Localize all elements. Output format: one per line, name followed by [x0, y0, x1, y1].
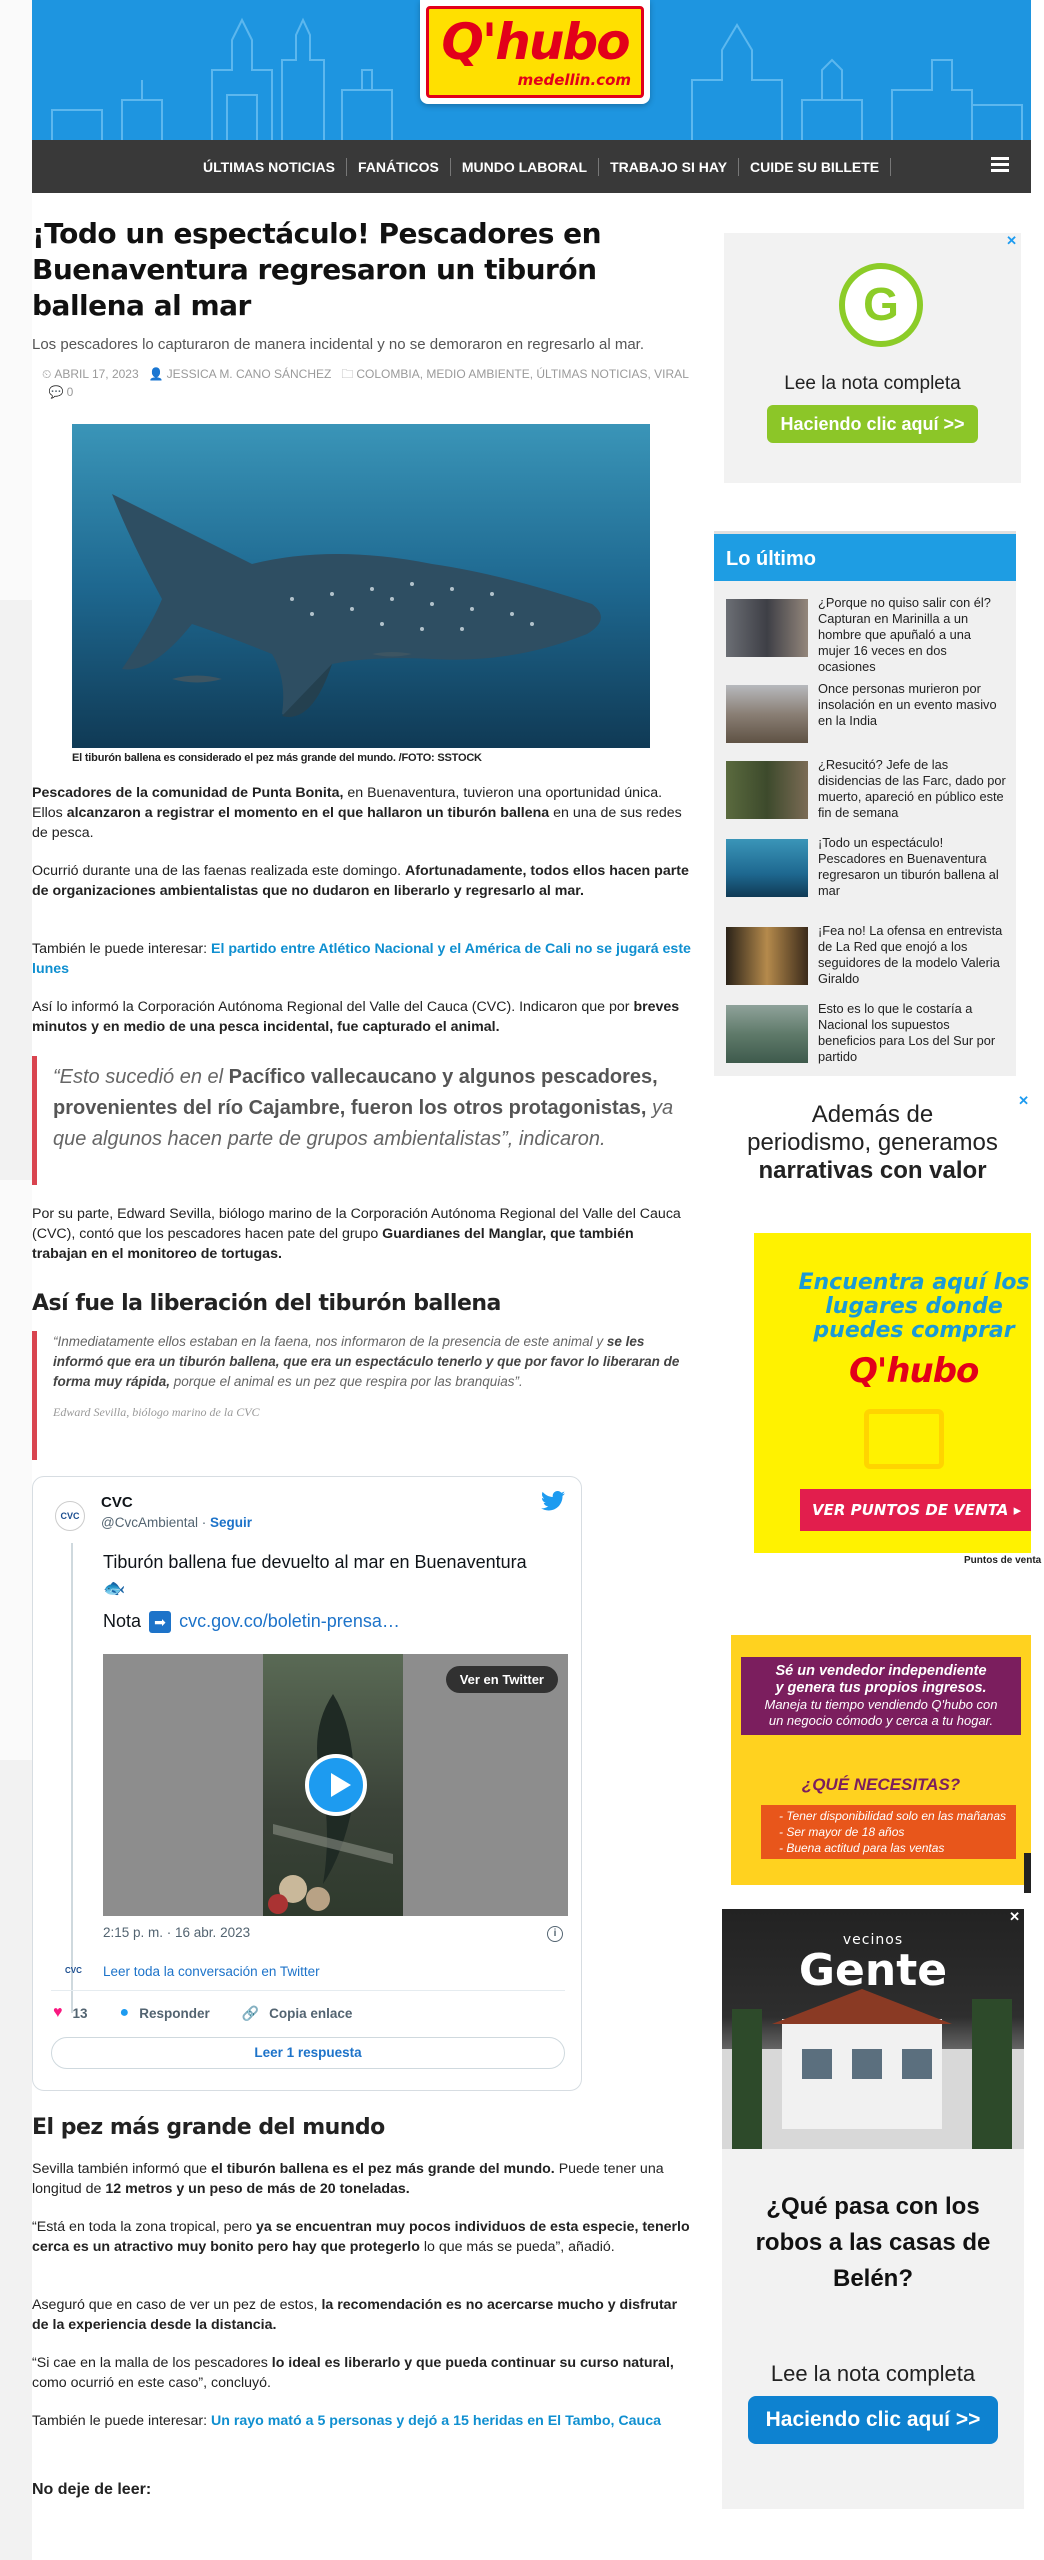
tweet-handle-row: @CvcAmbiental · Seguir: [101, 1515, 253, 1530]
tweet-link[interactable]: cvc.gov.co/boletin-prensa…: [179, 1611, 400, 1631]
store-icon: [864, 1409, 944, 1469]
user-icon: 👤: [148, 367, 164, 381]
cvc-small-icon: CVC: [65, 1966, 82, 1975]
ad-vendedor-requirements: - Tener disponibilidad solo en las mañanas - Ser mayor de 18 años - Buena actitud para las ventas: [761, 1805, 1016, 1859]
article-title: ¡Todo un espectáculo! Pescadores en Buenaventura regresaron un tiburón ballena al mar: [32, 217, 602, 322]
ad-cta-button[interactable]: Haciendo clic aquí >>: [767, 405, 978, 443]
ad-lee-text: Lee la nota completa: [784, 373, 961, 394]
ad-vendedor-headline: Sé un vendedor independiente y genera tus propios ingresos. Maneja tu tiempo vendiendo Q'hubo con un negocio cómodo y cerca a tu hogar.: [741, 1657, 1021, 1735]
paragraph-5: Sevilla también informó que el tiburón ballena es el pez más grande del mundo. Puede tener una longitud de 12 metros y un peso de más de 20 toneladas.: [32, 2161, 664, 2197]
ad-close-icon[interactable]: ✕: [1006, 233, 1017, 248]
latest-news-thumb[interactable]: [726, 599, 808, 657]
nav-item-trabajo-si-hay[interactable]: TRABAJO SI HAY: [599, 158, 739, 176]
watch-on-twitter-button[interactable]: Ver en Twitter: [446, 1666, 558, 1693]
ad-gente-top[interactable]: [724, 233, 1021, 483]
latest-news-headline[interactable]: ¡Todo un espectáculo! Pescadores en Buenaventura regresaron un tiburón ballena al mar: [818, 835, 999, 898]
latest-news-headline[interactable]: Once personas murieron por insolación en un evento masivo en la India: [818, 681, 997, 728]
latest-news-thumb[interactable]: [726, 1005, 808, 1063]
image-caption: El tiburón ballena es considerado el pez más grande del mundo. /FOTO: SSTOCK: [72, 752, 482, 764]
gutter-shade: [0, 600, 32, 1180]
heart-icon: ♥: [53, 2004, 63, 2021]
related-article-link[interactable]: El partido entre Atlético Nacional y el América de Cali no se jugará este lunes: [32, 941, 691, 977]
ad-puntos-button[interactable]: VER PUNTOS DE VENTA ▸: [800, 1489, 1031, 1531]
arrow-right-icon: ➡: [149, 1611, 171, 1633]
left-gutter: [0, 0, 32, 2557]
thread-line: [71, 1543, 73, 2013]
ad-lee-text: Lee la nota completa: [770, 2361, 976, 2386]
read-replies-button[interactable]: Leer 1 respuesta: [51, 2037, 565, 2069]
paragraph-3: Así lo informó la Corporación Autónoma Regional del Valle del Cauca (CVC). Indicaron que por breves minutos y en medio de una pesca incidental, fue capturado el animal.: [32, 999, 680, 1035]
ad-cta-button[interactable]: Haciendo clic aquí >>: [748, 2396, 998, 2444]
video-blur-right: [403, 1654, 568, 1916]
related-link-1: También le puede interesar: El partido entre Atlético Nacional y el América de Cali no se jugará este lunes: [32, 941, 691, 977]
expert-quote: “Inmediatamente ellos estaban en la faena, nos informaron de la presencia de este animal y se les informó que era un tiburón ballena, que era un espectáculo tenerlo y que por favor lo liberaran de forma muy rápida, porque el animal es un pez que respira por las branquias”. Edward Sevilla, biólogo marino de la CVC: [32, 1331, 692, 1460]
like-button[interactable]: [53, 2004, 88, 2022]
follow-button[interactable]: Seguir: [210, 1515, 253, 1530]
tweet-avatar[interactable]: CVC: [55, 1501, 85, 1531]
logo-badge: [426, 6, 644, 98]
article-author[interactable]: JESSICA M. CANO SÁNCHEZ: [166, 367, 332, 381]
whale-shark-illustration: [72, 424, 650, 748]
tweet-divider: [51, 1990, 565, 1991]
section-heading-pez-grande: El pez más grande del mundo: [32, 2115, 385, 2140]
link-chain-icon: 🔗: [241, 2004, 260, 2021]
ad-close-icon[interactable]: ✕: [1018, 1093, 1029, 1108]
nav-item-cuide-su-billete[interactable]: CUIDE SU BILLETE: [739, 158, 891, 176]
latest-news-widget: [714, 531, 1016, 1076]
pull-quote: “Esto sucedió en el Pacífico vallecaucano y algunos pescadores, provenientes del río Cajambre, fueron los otros protagonistas, ya que algunos hacen parte de grupos ambientalistas”, indicaron.: [32, 1056, 692, 1185]
gutter-shade: [0, 1760, 32, 2560]
tweet-video[interactable]: [103, 1654, 568, 1916]
tweet-handle[interactable]: @CvcAmbiental: [101, 1515, 198, 1530]
vecinos-gente-logo: vecinos Gente: [798, 1932, 948, 1996]
latest-news-headline[interactable]: Esto es lo que le costaría a Nacional los supuestos beneficios para Los del Sur por partido: [818, 1001, 996, 1064]
latest-news-headline[interactable]: ¿Resucitó? Jefe de las disidencias de las Farc, dado por muerto, apareció en público este fin de semana: [818, 757, 1006, 820]
site-logo[interactable]: [420, 0, 650, 104]
paragraph-8: “Si cae en la malla de los pescadores lo ideal es liberarlo y que pueda continuar su curso natural, como ocurrió en este caso”, concluyó.: [32, 2355, 674, 2391]
tweet-timestamp[interactable]: 2:15 p. m. · 16 abr. 2023: [103, 1925, 251, 1940]
tweet-text: Tiburón ballena fue devuelto al mar en Buenaventura 🐟: [103, 1552, 527, 1598]
reply-button[interactable]: ● Responder: [119, 2004, 210, 2021]
latest-news-thumb[interactable]: [726, 927, 808, 985]
no-deje-de-leer: No deje de leer:: [32, 2481, 152, 2498]
folder-icon: 🗀: [341, 367, 354, 381]
paragraph-2: Ocurrió durante una de las faenas realizada este domingo. Afortunadamente, todos ellos hacen parte de organizaciones ambientalistas que no dudaron en liberarlo y regresarlo al mar.: [32, 863, 689, 899]
tweet-actions: [53, 1999, 384, 2027]
ad-qhubo-logo: Q'hubo: [849, 1351, 979, 1391]
nav-item-fanaticos[interactable]: FANÁTICOS: [347, 158, 451, 176]
article-subtitle: Los pescadores lo capturaron de manera incidental y no se demoraron en regresarlo al mar.: [32, 336, 645, 353]
info-icon[interactable]: i: [547, 1926, 563, 1942]
ad-puntos-caption: Puntos de venta: [964, 1555, 1042, 1566]
whale-shark-photo: [72, 424, 650, 748]
nav-items: [192, 140, 891, 193]
video-blur-left: [103, 1654, 263, 1916]
read-conversation-link[interactable]: Leer toda la conversación en Twitter: [103, 1964, 320, 1979]
related-link-2: También le puede interesar: Un rayo mató a 5 personas y dejó a 15 heridas en El Tambo, Cauca: [32, 2413, 661, 2429]
paragraph-4: Por su parte, Edward Sevilla, biólogo marino de la Corporación Autónoma Regional del Valle del Cauca (CVC), contó que los pescadores hacen pate del grupo Guardianes del Manglar, que también trabajan en el monitoreo de tortugas.: [32, 1206, 681, 1262]
ad-puntos-de-venta[interactable]: [754, 1233, 1031, 1553]
latest-news-thumb[interactable]: [726, 685, 808, 743]
floating-side-tab[interactable]: [1024, 1853, 1031, 1893]
site-header: [32, 0, 1031, 140]
logo-domain: medellin.com: [517, 71, 631, 89]
paragraph-6: “Está en toda la zona tropical, pero ya se encuentran muy pocos individuos de esta especie, tenerlo cerca es un atractivo muy bonito pero hay que protegerlo lo que más se pueda”, añadió.: [32, 2219, 690, 2255]
reply-bubble-icon: ●: [119, 2004, 130, 2021]
tweet-author-name[interactable]: CVC: [101, 1494, 133, 1511]
comment-icon: 💬: [48, 385, 64, 399]
ad-periodismo[interactable]: [714, 1093, 1031, 1193]
latest-news-title: Lo último: [714, 531, 1016, 581]
like-count: 13: [72, 2005, 88, 2021]
quote-citation: Edward Sevilla, biólogo marino de la CVC: [53, 1405, 260, 1419]
gente-g-logo-icon: G: [839, 263, 923, 347]
copy-link-button[interactable]: 🔗 Copia enlace: [241, 2004, 353, 2021]
related-article-link-2[interactable]: Un rayo mató a 5 personas y dejó a 15 heridas en El Tambo, Cauca: [211, 2413, 661, 2429]
paragraph-1: Pescadores de la comunidad de Punta Bonita, en Buenaventura, tuvieron una oportunidad única. Ellos alcanzaron a registrar el momento en el que hallaron un tiburón ballena en una de sus redes de pesca.: [32, 785, 682, 841]
article-comments-count[interactable]: 0: [66, 385, 74, 399]
twitter-bird-icon[interactable]: [541, 1491, 565, 1511]
tweet-nota: Nota ➡ cvc.gov.co/boletin-prensa…: [103, 1611, 400, 1631]
hamburger-icon[interactable]: [991, 157, 1009, 175]
ad-vecinos-gente[interactable]: [722, 1909, 1024, 2509]
ad-belen-question: ¿Qué pasa con los robos a las casas de Belén?: [755, 2193, 991, 2292]
section-heading-liberacion: Así fue la liberación del tiburón ballena: [32, 1291, 501, 1316]
latest-news-thumb[interactable]: [726, 839, 808, 897]
article-categories[interactable]: COLOMBIA, MEDIO AMBIENTE, ÚLTIMAS NOTICIAS, VIRAL: [356, 367, 689, 381]
paragraph-7: Aseguró que en caso de ver un pez de estos, la recomendación es no acercarse mucho y disfrutar de la experiencia desde la distancia.: [32, 2297, 678, 2333]
ad-puntos-headline: Encuentra aquí los lugares donde puedes comprar: [798, 1270, 1030, 1343]
ad-periodismo-text: Además de periodismo, generamos narrativas con valor: [747, 1101, 998, 1184]
main-nav: [32, 140, 1031, 193]
nav-item-ultimas-noticias[interactable]: ÚLTIMAS NOTICIAS: [192, 158, 347, 176]
ad-vendedor-question: ¿QUÉ NECESITAS?: [801, 1775, 961, 1794]
ad-close-icon[interactable]: ✕: [1009, 1909, 1020, 1924]
latest-news-headline[interactable]: ¿Porque no quiso salir con él? Capturan en Marinilla a un hombre que apuñaló a una mujer 16 veces en dos ocasiones: [818, 595, 991, 674]
embedded-tweet: [32, 1476, 582, 2091]
nav-item-mundo-laboral[interactable]: MUNDO LABORAL: [451, 158, 599, 176]
logo-wordmark: Q'hubo: [441, 13, 629, 71]
clock-icon: ⏲: [42, 367, 52, 381]
latest-news-thumb[interactable]: [726, 761, 808, 819]
article-meta: [42, 365, 692, 401]
latest-news-headline[interactable]: ¡Fea no! La ofensa en entrevista de La Red que enojó a los seguidores de la modelo Valeria Giraldo: [818, 923, 1003, 986]
article-date: ABRIL 17, 2023: [54, 367, 139, 381]
play-icon[interactable]: [305, 1754, 367, 1816]
ad-vendedor[interactable]: [731, 1635, 1031, 1885]
